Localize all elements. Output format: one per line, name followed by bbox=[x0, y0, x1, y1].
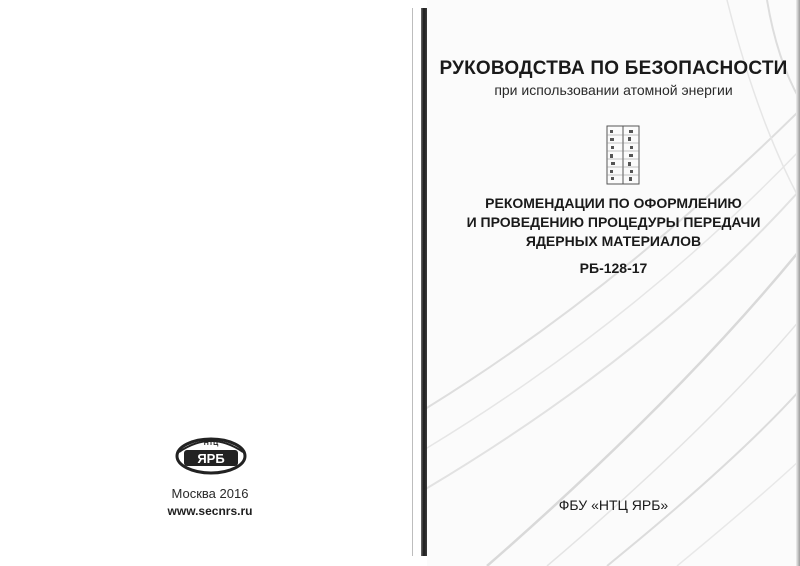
emblem-icon bbox=[605, 124, 641, 186]
website-link[interactable]: www.secnrs.ru bbox=[167, 504, 253, 518]
document-title-line: ЯДЕРНЫХ МАТЕРИАЛОВ bbox=[525, 233, 702, 249]
document-title-line: И ПРОВЕДЕНИЮ ПРОЦЕДУРЫ ПЕРЕДАЧИ bbox=[466, 214, 761, 230]
document-code: РБ-128-17 bbox=[579, 260, 648, 276]
series-title: РУКОВОДСТВА ПО БЕЗОПАСНОСТИ bbox=[439, 58, 788, 79]
emblem-graphic bbox=[605, 124, 641, 186]
logo-graphic bbox=[174, 432, 248, 476]
city-year: Москва 2016 bbox=[171, 486, 249, 501]
series-subtitle: при использовании атомной энергии bbox=[494, 82, 733, 98]
front-cover bbox=[427, 0, 800, 566]
document-title bbox=[447, 194, 780, 251]
publisher-name: ФБУ «НТЦ ЯРБ» bbox=[558, 497, 669, 513]
ntc-yarb-logo-icon bbox=[174, 432, 248, 476]
logo-main-text: ЯРБ bbox=[197, 451, 225, 466]
document-title-line: РЕКОМЕНДАЦИИ ПО ОФОРМЛЕНИЮ bbox=[485, 195, 742, 211]
logo-top-text: НТЦ bbox=[203, 440, 219, 447]
page-edge-shadow bbox=[796, 0, 800, 566]
page-fold bbox=[412, 8, 413, 556]
